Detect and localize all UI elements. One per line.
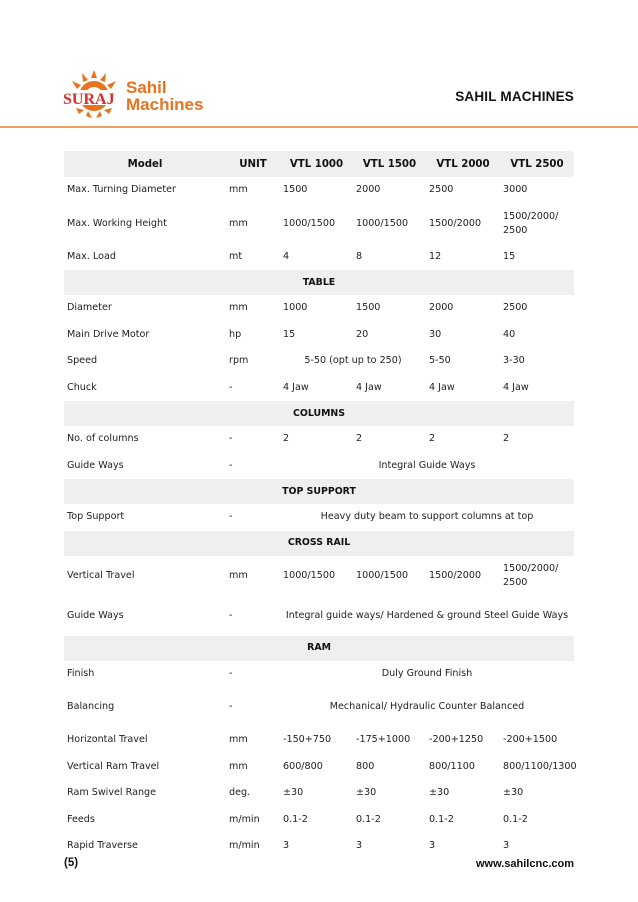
spec-value: ±30 (283, 787, 304, 799)
table-row (64, 177, 574, 204)
spec-value: 1000/1500 (283, 569, 336, 581)
spec-value: 2000 (429, 302, 454, 314)
website-link[interactable]: www.sahilcnc.com (475, 858, 574, 870)
spec-value: 4 Jaw (356, 381, 382, 393)
spec-value: Integral Guide Ways (378, 459, 476, 471)
spec-label: Speed (67, 355, 98, 367)
spec-unit: mm (229, 734, 248, 746)
spec-unit: mm (229, 569, 248, 581)
spec-unit: - (229, 459, 233, 471)
spec-unit: deg. (229, 787, 251, 799)
spec-label: Top Support (67, 511, 125, 523)
spec-value: 0.1-2 (503, 813, 528, 825)
spec-value: 4 Jaw (429, 381, 455, 393)
spec-value: 1500 (356, 302, 381, 314)
spec-value: 2 (283, 433, 290, 445)
spec-value: 2 (429, 433, 436, 445)
spec-value: 0.1-2 (356, 813, 381, 825)
section-header-row (64, 401, 574, 426)
table-row (64, 244, 574, 271)
spec-value: 1500/2000/ 2500 (503, 210, 559, 236)
section-header-row (64, 636, 574, 661)
spec-value: 3 (429, 840, 436, 852)
spec-value: 1000/1500 (356, 569, 409, 581)
spec-value: 1500/2000 (429, 217, 482, 229)
spec-unit: mm (229, 302, 248, 314)
column-header-vtl-1000: VTL 1000 (280, 151, 353, 177)
spec-label: No. of columns (67, 433, 139, 445)
spec-value: ±30 (356, 787, 377, 799)
table-row (64, 833, 574, 860)
spec-label: Vertical Ram Travel (67, 760, 160, 772)
spec-value: -175+1000 (356, 734, 411, 746)
spec-value: 3 (356, 840, 363, 852)
spec-label: Balancing (67, 701, 115, 712)
table-row (64, 204, 574, 244)
spec-label: Chuck (67, 381, 97, 393)
spec-value: 4 Jaw (283, 381, 309, 393)
table-row (64, 375, 574, 402)
spec-value: 3000 (503, 184, 528, 196)
table-row (64, 426, 574, 453)
section-title: RAM (64, 636, 574, 661)
spec-value: 5-50 (opt up to 250) (304, 355, 402, 367)
spec-value: ±30 (429, 787, 450, 799)
spec-value: 2000 (356, 184, 381, 196)
spec-value: ±30 (503, 787, 524, 799)
table-row (64, 727, 574, 754)
spec-value: 2500 (503, 302, 528, 314)
svg-text:SURAJ: SURAJ (63, 91, 115, 108)
spec-value: 800 (356, 760, 375, 772)
section-header-row (64, 531, 574, 556)
spec-value: 2 (356, 433, 363, 445)
spec-unit: - (229, 701, 233, 712)
spec-label: Guide Ways (67, 459, 124, 471)
spec-label: Vertical Travel (67, 569, 135, 581)
table-header-row (64, 151, 574, 177)
spec-value: 30 (429, 328, 442, 340)
spec-unit: mt (229, 250, 243, 262)
section-title: TABLE (64, 270, 574, 295)
spec-value: 1500/2000/ 2500 (503, 562, 559, 588)
spec-value: 15 (503, 250, 516, 262)
table-row (64, 504, 574, 531)
table-row (64, 453, 574, 480)
spec-unit: mm (229, 217, 248, 229)
spec-value: -200+1250 (429, 734, 484, 746)
table-row (64, 807, 574, 834)
column-header-vtl-1500: VTL 1500 (353, 151, 426, 177)
spec-value: 2 (503, 433, 510, 445)
spec-value: -200+1500 (503, 734, 558, 746)
spec-label: Max. Load (67, 250, 116, 262)
spec-unit: m/min (229, 840, 260, 852)
spec-value: 1500/2000 (429, 569, 482, 581)
spec-value: 5-50 (429, 355, 451, 367)
spec-value: 800/1100 (429, 760, 475, 772)
spec-value: 1000/1500 (356, 217, 409, 229)
spec-value: 8 (356, 250, 363, 262)
spec-value: 1000/1500 (283, 217, 336, 229)
spec-value: 4 (283, 250, 290, 262)
spec-unit: mm (229, 760, 248, 772)
page-title: SAHIL MACHINES (455, 89, 574, 104)
spec-unit: hp (229, 328, 242, 340)
column-header-unit: UNIT (226, 151, 280, 177)
section-title: COLUMNS (64, 401, 574, 426)
table-row (64, 780, 574, 807)
spec-value: 800/1100/1300 (503, 760, 577, 772)
spec-label: Diameter (67, 302, 112, 314)
spec-unit: - (229, 511, 233, 523)
spec-table-body (64, 177, 577, 860)
spec-label: Rapid Traverse (67, 840, 138, 852)
spec-label: Horizontal Travel (67, 734, 148, 746)
spec-value: 4 Jaw (503, 381, 529, 393)
column-header-vtl-2500: VTL 2500 (500, 151, 574, 177)
spec-value: 1500 (283, 184, 308, 196)
spec-value: 40 (503, 328, 516, 340)
spec-unit: rpm (229, 355, 249, 367)
column-header-vtl-2000: VTL 2000 (426, 151, 500, 177)
spec-value: 0.1-2 (283, 813, 308, 825)
spec-label: Ram Swivel Range (67, 787, 157, 799)
table-row (64, 348, 574, 375)
brand-name-line1: Sahil (126, 78, 167, 97)
header-divider (0, 126, 638, 128)
table-row (64, 322, 574, 349)
spec-label: Max. Turning Diameter (67, 184, 176, 196)
spec-label: Guide Ways (67, 609, 124, 621)
spec-value: 3 (283, 840, 290, 852)
table-row (64, 596, 574, 636)
spec-value: 3-30 (503, 355, 525, 367)
spec-value: 15 (283, 328, 296, 340)
spec-label: Main Drive Motor (67, 328, 150, 340)
spec-value: -150+750 (283, 734, 332, 746)
spec-unit: - (229, 609, 233, 621)
spec-unit: m/min (229, 813, 260, 825)
section-header-row (64, 270, 574, 295)
table-row (64, 754, 574, 781)
spec-label: Feeds (67, 813, 95, 825)
spec-value: Heavy duty beam to support columns at top (320, 511, 534, 523)
spec-value: 3 (503, 840, 510, 852)
spec-value: 600/800 (283, 760, 323, 772)
section-title: CROSS RAIL (64, 531, 574, 556)
spec-value: Mechanical/ Hydraulic Counter Balanced (329, 701, 525, 712)
spec-value: 0.1-2 (429, 813, 454, 825)
column-header-model: Model (64, 151, 226, 177)
spec-value: Duly Ground Finish (381, 667, 473, 679)
spec-value: Integral guide ways/ Hardened & ground Steel Guide Ways (285, 609, 569, 621)
table-row (64, 295, 574, 322)
table-row (64, 661, 574, 688)
spec-label: Max. Working Height (67, 217, 167, 229)
page-number: (5) (64, 857, 79, 869)
spec-unit: - (229, 433, 233, 445)
spec-label: Finish (67, 667, 95, 679)
spec-value: 1000 (283, 302, 308, 314)
spec-value: 20 (356, 328, 369, 340)
table-row (64, 687, 574, 727)
spec-unit: - (229, 381, 233, 393)
suraj-logo-icon (62, 66, 126, 126)
spec-unit: mm (229, 184, 248, 196)
section-title: TOP SUPPORT (64, 479, 574, 504)
spec-table (64, 151, 577, 860)
table-row (64, 556, 574, 596)
spec-value: 12 (429, 250, 442, 262)
brand-name-line2: Machines (126, 95, 204, 114)
spec-value: 2500 (429, 184, 454, 196)
spec-unit: - (229, 667, 233, 679)
section-header-row (64, 479, 574, 504)
